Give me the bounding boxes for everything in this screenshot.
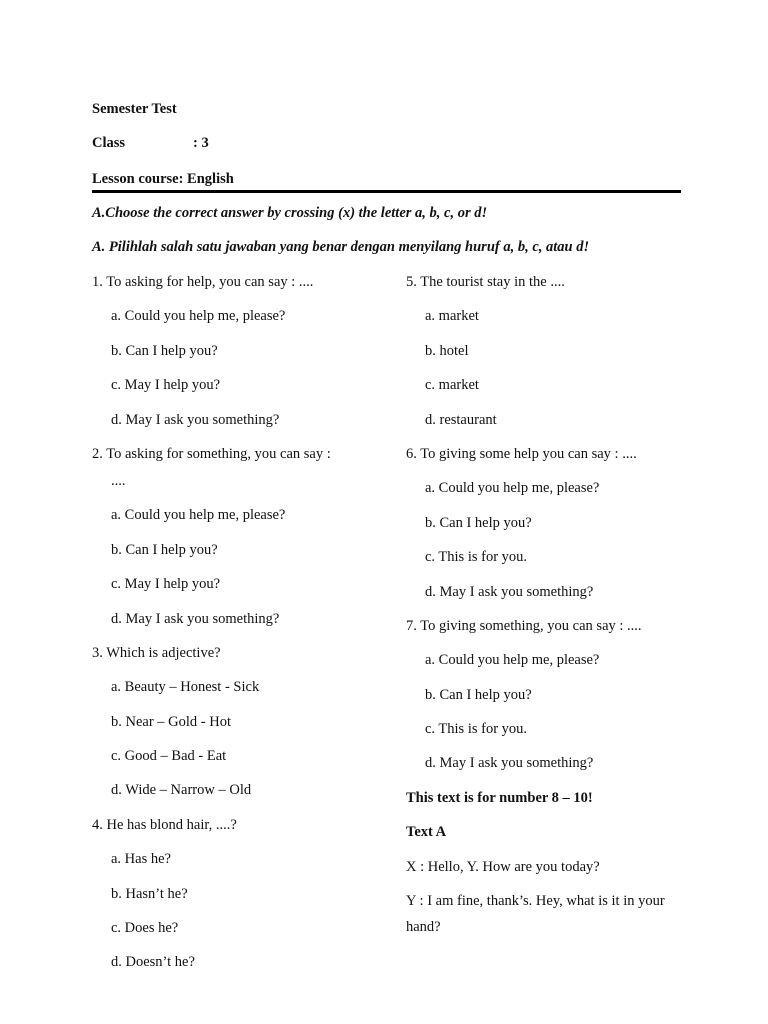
question-6: 6. To giving some help you can say : .... (406, 445, 637, 462)
q5-option-b[interactable]: b. hotel (425, 342, 469, 359)
text-a-label: Text A (406, 824, 447, 841)
q7-option-a[interactable]: a. Could you help me, please? (425, 652, 600, 669)
left-question-column (92, 273, 392, 988)
class-value: : 3 (193, 135, 209, 151)
q6-option-b[interactable]: b. Can I help you? (425, 514, 532, 531)
q3-option-c[interactable]: c. Good – Bad - Eat (111, 748, 227, 765)
header-divider (92, 190, 681, 193)
instruction-indonesian: A. Pilihlah salah satu jawaban yang benar dengan menyilang huruf a, b, c, atau d! (92, 239, 590, 255)
q1-option-a[interactable]: a. Could you help me, please? (111, 308, 286, 325)
q3-option-b[interactable]: b. Near – Gold - Hot (111, 713, 232, 730)
q2-option-d[interactable]: d. May I ask you something? (111, 610, 280, 627)
question-2: 2. To asking for something, you can say : (92, 445, 331, 462)
q3-option-a[interactable]: a. Beauty – Honest - Sick (111, 679, 260, 696)
q6-option-a[interactable]: a. Could you help me, please? (425, 480, 600, 497)
q3-option-d[interactable]: d. Wide – Narrow – Old (111, 782, 252, 799)
test-title: Semester Test (92, 101, 177, 117)
q5-option-c[interactable]: c. market (425, 377, 479, 394)
q6-option-d[interactable]: d. May I ask you something? (425, 583, 594, 600)
q4-option-c[interactable]: c. Does he? (111, 920, 179, 937)
q4-option-b[interactable]: b. Hasn’t he? (111, 885, 188, 902)
question-4: 4. He has blond hair, ....? (92, 816, 237, 833)
q4-option-a[interactable]: a. Has he? (111, 851, 171, 868)
instruction-english: A.Choose the correct answer by crossing (x) the letter a, b, c, or d! (92, 205, 488, 221)
q7-option-c[interactable]: c. This is for you. (425, 721, 528, 738)
q1-option-b[interactable]: b. Can I help you? (111, 342, 218, 359)
question-2-continuation: .... (111, 472, 126, 489)
q2-option-c[interactable]: c. May I help you? (111, 576, 221, 593)
class-label: Class (92, 135, 126, 151)
question-1: 1. To asking for help, you can say : .... (92, 274, 314, 290)
q2-option-a[interactable]: a. Could you help me, please? (111, 507, 286, 524)
dialogue-line-y: Y : I am fine, thank’s. Hey, what is it in your hand? (406, 893, 665, 936)
dialogue-line-x: X : Hello, Y. How are you today? (406, 858, 600, 875)
q7-option-d[interactable]: d. May I ask you something? (425, 755, 594, 772)
text-section-heading: This text is for number 8 – 10! (406, 789, 593, 806)
question-7: 7. To giving something, you can say : .... (406, 617, 642, 634)
question-3: 3. Which is adjective? (92, 644, 221, 661)
q5-option-d[interactable]: d. restaurant (425, 411, 497, 428)
q1-option-c[interactable]: c. May I help you? (111, 377, 221, 394)
q5-option-a[interactable]: a. market (425, 308, 479, 325)
q4-option-d[interactable]: d. Doesn’t he? (111, 954, 195, 971)
question-5: 5. The tourist stay in the .... (406, 274, 565, 290)
lesson-course: Lesson course: English (92, 171, 234, 187)
right-question-column (406, 273, 696, 940)
q1-option-d[interactable]: d. May I ask you something? (111, 411, 280, 428)
q2-option-b[interactable]: b. Can I help you? (111, 541, 218, 558)
q6-option-c[interactable]: c. This is for you. (425, 549, 528, 566)
q7-option-b[interactable]: b. Can I help you? (425, 686, 532, 703)
